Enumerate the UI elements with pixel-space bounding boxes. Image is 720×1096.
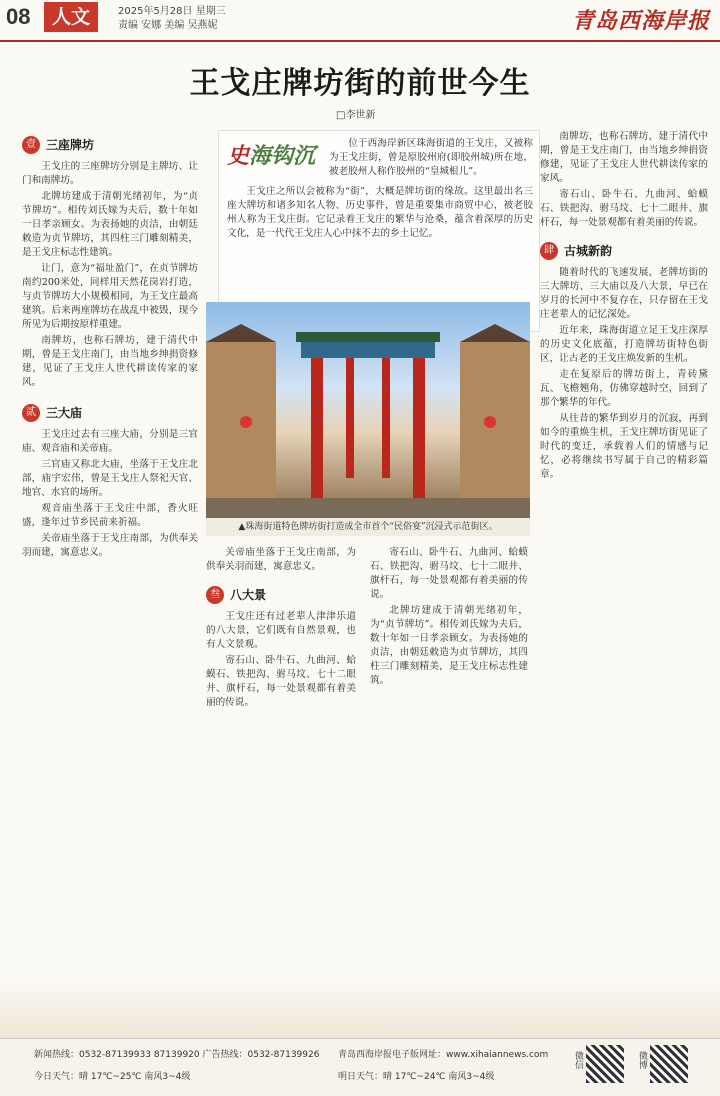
paragraph: 观音庙坐落于王戈庄中部，香火旺盛，逢年过节乡民前来祈福。 xyxy=(22,503,198,528)
issue-date: 2025年5月28日 星期三 xyxy=(118,6,226,17)
paragraph: 让门，意为“福址盈门”，在贞节牌坊南约200米处，同样用天然花岗岩打造，与贞节牌坊大小规模相同，为王戈庄最高建筑。后来两座牌坊在战乱中被毁，现今所见为后期按原样重建。 xyxy=(22,263,198,330)
paragraph: 走在复原后的牌坊街上，青砖黛瓦、飞檐翘角，仿佛穿越时空，回到了那个繁华的年代。 xyxy=(540,369,708,408)
decorative-landscape xyxy=(0,978,720,1038)
street-photo xyxy=(206,302,530,518)
weather-today: 今日天气：晴 17℃~25℃ 南风3~4级 xyxy=(34,1072,191,1082)
intro-lead: 位于西海岸新区珠海街道的王戈庄，又被称为王戈庄街，曾是原胶州府(即胶州城)所在地，被老胶州人称作胶州的“皇城根儿”。 xyxy=(329,138,533,177)
paragraph: 近年来，珠海街道立足王戈庄深厚的历史文化底蕴，打造牌坊街特色街区，让古老的王戈庄焕发新的生机。 xyxy=(540,325,708,364)
paragraph: 南牌坊，也称石牌坊，建于清代中期，曾是王戈庄南门，由当地乡绅捐资修建，见证了王戈庄人世代耕读传家的家风。 xyxy=(540,131,708,184)
paragraph: 王戈庄还有过老辈人津津乐道的八大景，它们既有自然景观，也有人文景观。 xyxy=(206,611,356,650)
paragraph: 寄石山、卧牛石、九曲河、蛤蟆石、铁把沟、驸马坟、七十二眼井、旗杆石，每一处景观都有着美丽的传说。 xyxy=(370,547,528,600)
paragraph: 北牌坊建成于清朝光绪初年，为“贞节牌坊”。相传刘氏嫁为夫后，数十年如一日孝亲顾女。为表扬她的贞洁，由朝廷敕造为贞节牌坊，其四柱三门雕刻精美，是王戈庄标志性建筑。 xyxy=(370,605,528,686)
column-4 xyxy=(540,130,708,970)
section-heading-2 xyxy=(22,404,198,422)
paragraph: 王戈庄的三座牌坊分别是主牌坊、让门和南牌坊。 xyxy=(22,161,198,186)
paragraph: 寄石山、卧牛石、九曲河、蛤蟆石、铁把沟、驸马坟、七十二眼井、旗杆石，每一处景观都有着美丽的传说。 xyxy=(540,189,708,228)
paragraph: 王戈庄过去有三座大庙，分别是三官庙、观音庙和关帝庙。 xyxy=(22,429,198,454)
archway-illustration xyxy=(206,302,530,518)
column-1 xyxy=(22,130,198,970)
qr-label-weibo: 微博 xyxy=(637,1051,647,1069)
intro-body: 王戈庄之所以会被称为“街”，大概是牌坊街的缘故。这里最出名三座大牌坊和诸多知名人物、历史事件，曾是重要集市商贸中心，被老胶州人称为王戈庄街。它记录着王戈庄的繁华与沧桑，蕴含着深厚的历史文化，是一代代王戈庄人心中抹不去的乡土记忆。 xyxy=(227,186,533,239)
section-heading-4 xyxy=(540,242,708,260)
column-logo-a: 史 xyxy=(227,143,250,169)
editors: 责编 安娜 美编 吴燕妮 xyxy=(118,20,218,31)
paragraph: 寄石山、卧牛石、九曲河、蛤蟆石、铁把沟、驸马坟、七十二眼井、旗杆石，每一处景观都有着美丽的传说。 xyxy=(206,655,356,708)
section-number-badge: 贰 xyxy=(22,404,40,422)
hotline: 新闻热线：0532-87139933 87139920 广告热线：0532-87139926 xyxy=(34,1050,320,1060)
paragraph: 南牌坊，也称石牌坊，建于清代中期，曾是王戈庄南门，由当地乡绅捐资修建，见证了王戈庄人世代耕读传家的家风。 xyxy=(22,335,198,388)
paragraph: 关帝庙坐落于王戈庄南部，为供奉关羽而建，寓意忠义。 xyxy=(206,547,356,572)
paragraph: 三官庙又称北大庙，坐落于王戈庄北部，庙宇宏伟，曾是王戈庄人祭祀天官、地官、水官的场所。 xyxy=(22,459,198,498)
qr-code-wechat[interactable] xyxy=(586,1045,624,1083)
section-heading-1 xyxy=(22,136,198,154)
weather-tomorrow: 明日天气：晴 17℃~24℃ 南风3~4级 xyxy=(338,1072,495,1082)
section-title: 三座牌坊 xyxy=(46,138,95,152)
section-number-badge: 肆 xyxy=(540,242,558,260)
column-2 xyxy=(206,546,356,970)
author: □李世新 xyxy=(336,110,376,121)
footer xyxy=(0,1038,720,1096)
column-3 xyxy=(370,546,528,970)
photo-caption: ▲珠海街道特色牌坊街打造成全市首个“民俗宴”沉浸式示范街区。 xyxy=(206,518,530,536)
column-logo-b: 海钩沉 xyxy=(249,143,316,169)
masthead xyxy=(0,0,720,42)
qr-label-wechat: 微信 xyxy=(573,1051,583,1069)
date-info xyxy=(118,5,226,33)
paragraph: 从往昔的繁华到岁月的沉寂，再到如今的重焕生机，王戈庄牌坊街见证了时代的变迁，承载着人们的情感与记忆，必将继续书写属于自己的精彩篇章。 xyxy=(540,413,708,480)
page-number: 08 xyxy=(6,4,31,29)
section-number-badge: 壹 xyxy=(22,136,40,154)
section-heading-3 xyxy=(206,586,356,604)
section-title: 古城新韵 xyxy=(564,244,613,258)
headline: 王戈庄牌坊街的前世今生 xyxy=(189,66,531,101)
newspaper-logo: 青岛西海岸报 xyxy=(571,8,710,34)
paragraph: 关帝庙坐落于王戈庄南部，为供奉关羽而建，寓意忠义。 xyxy=(22,533,198,558)
paragraph: 北牌坊建成于清朝光绪初年，为“贞节牌坊”。相传刘氏嫁为夫后，数十年如一日孝亲顾女。为表扬她的贞洁，由朝廷敕造为贞节牌坊，其四柱三门雕刻精美，是王戈庄标志性建筑。 xyxy=(22,191,198,258)
column-logo xyxy=(227,139,315,170)
section-title: 八大景 xyxy=(230,588,267,602)
publisher-url: 青岛西海岸报电子版网址：www.xihaiannews.com xyxy=(338,1050,549,1060)
section-number-badge: 叁 xyxy=(206,586,224,604)
section-title: 三大庙 xyxy=(46,406,83,420)
paragraph: 随着时代的飞速发展，老牌坊街的三大牌坊、三大庙以及八大景，早已在岁月的长河中不复存在，只存留在王戈庄老辈人的记忆深处。 xyxy=(540,267,708,320)
section-label: 人文 xyxy=(44,2,98,32)
qr-code-weibo[interactable] xyxy=(650,1045,688,1083)
